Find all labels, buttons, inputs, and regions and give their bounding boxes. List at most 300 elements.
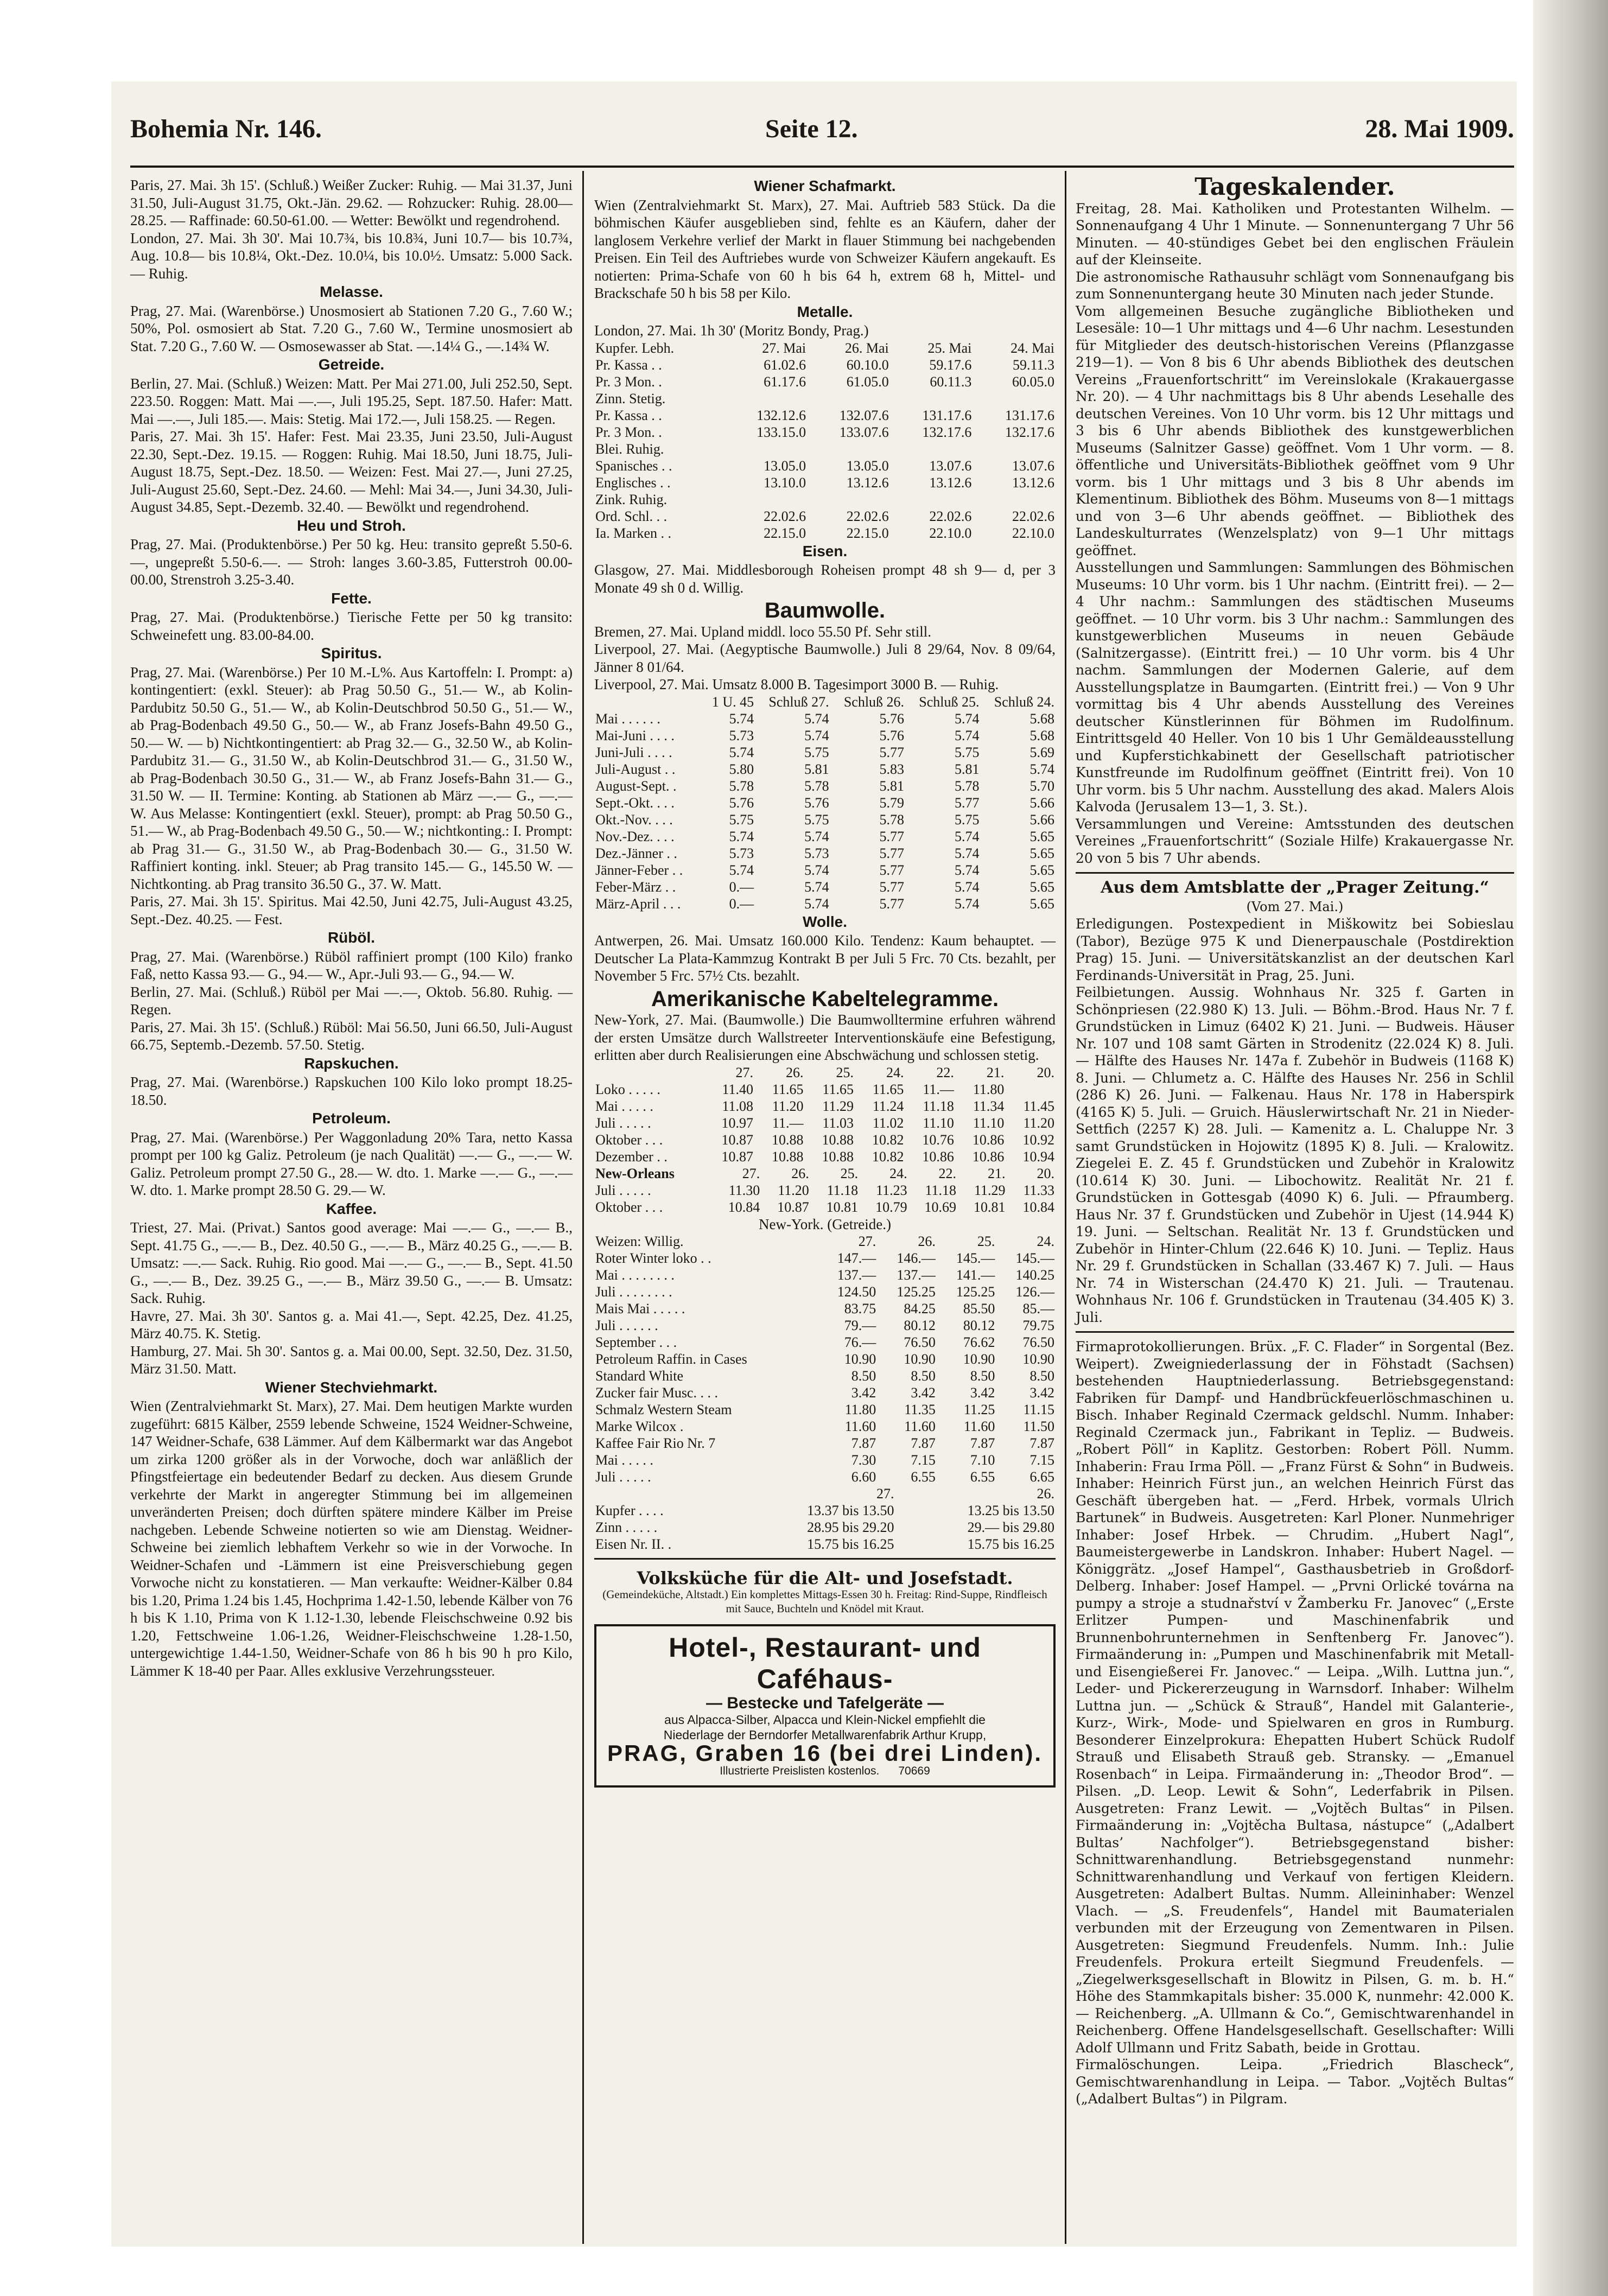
table-cell: 61.17.6 bbox=[764, 373, 806, 390]
table-cell: 11.02 bbox=[872, 1115, 904, 1131]
row-label: Mai . . . . . bbox=[595, 1452, 653, 1468]
table-cell: 25. Mai bbox=[927, 340, 972, 356]
table-cell: 11.50 bbox=[1023, 1419, 1054, 1434]
table-row bbox=[594, 1182, 1056, 1199]
table-cell: 11.80 bbox=[844, 1402, 876, 1417]
row-label: März-April . . . bbox=[595, 895, 681, 912]
table-cell: 11.25 bbox=[963, 1402, 995, 1417]
newyork-cotton-table bbox=[594, 1064, 1056, 1165]
table-cell: 10.86 bbox=[922, 1148, 954, 1165]
column-markets-left bbox=[130, 176, 573, 1680]
table-cell: 60.10.0 bbox=[846, 357, 889, 373]
table-row bbox=[594, 373, 1056, 390]
table-row bbox=[594, 710, 1056, 727]
table-cell: 11.23 bbox=[876, 1182, 907, 1198]
notice-text: (Gemeindeküche, Altstadt.) Ein komplettes Mittags-Essen 30 h. Freitag: Rind-Suppe, Rindfleisch mit Sauce, Buchteln und Knödel mit Kraut. bbox=[602, 1587, 1047, 1615]
row-label: Zinn. Stetig. bbox=[595, 390, 666, 406]
paragraph: Prag, 27. Mai. (Produktenbörse.) Per 50 kg. Heu: transito gepreßt 5.50-6.—, ungepreßt 5.50-6.—. — Stroh: langes 3.60-3.85, Futterstroh 00.00-00.00, Strenstroh 3.25-3.40. bbox=[130, 536, 573, 588]
paragraph: Prag, 27. Mai. (Warenbörse.) Per Waggonladung 20% Tara, netto Kassa prompt per 100 kg Galiz. Petroleum (je nach Qualität) —.— G., —.— W. Galiz. Petroleum prompt 27.50 G., 28.— W. dto. 1. Marke —.— G., —.— W. dto. 1. Marke prompt 28.50 G. 29.— W. bbox=[130, 1129, 573, 1198]
table-row bbox=[594, 895, 1056, 912]
paragraph: Erledigungen. Postexpedient in Miškowitz bei Sobieslau (Tabor), Bezüge 975 K und Dienerpauschale (Postdirektion Prag) 15. Juni. — Universitätskanzlist an der deutschen Karl Ferdinands-Universität in Prag, 25. Juni. bbox=[1076, 916, 1514, 983]
table-cell: 5.74 bbox=[804, 862, 829, 878]
paragraph: New-York, 27. Mai. (Baumwolle.) Die Baumwolltermine erfuhren während der ersten Umsätze durch Wallstreeter Interventionskäufe eine Befestigung, erlitten aber durch Realisierungen eine Abschwächung und schlossen stetig. bbox=[594, 1012, 1056, 1063]
table-cell: 11.65 bbox=[872, 1081, 904, 1097]
table-cell: 11.35 bbox=[904, 1402, 936, 1417]
table-header-cell: Schluß 24. bbox=[994, 694, 1054, 710]
section-heading: Heu und Stroh. bbox=[297, 517, 406, 534]
paragraph: Freitag, 28. Mai. Katholiken und Protestanten Wilhelm. — Sonnenaufgang 4 Uhr 1 Minute. — Sonnenuntergang 7 Uhr 56 Minuten. — 40-stündiges Gebet bei den englischen Fräulein auf der Kleinseite. bbox=[1076, 200, 1514, 268]
table-cell: 13.12.6 bbox=[929, 474, 972, 491]
table-cell: 5.76 bbox=[729, 794, 754, 811]
table-cell: 85.— bbox=[1022, 1301, 1054, 1316]
table-cell: 5.78 bbox=[804, 778, 829, 794]
table-row bbox=[594, 761, 1056, 778]
table-header-cell: 27. bbox=[742, 1165, 760, 1181]
paragraph: Paris, 27. Mai. 3h 15'. Spiritus. Mai 42.50, Juni 42.75, Juli-August 43.25, Sept.-Dez. 40.25. — Fest. bbox=[130, 893, 573, 927]
table-cell: 10.87 bbox=[777, 1199, 809, 1215]
table-cell: 11.65 bbox=[822, 1081, 854, 1097]
table-cell: 10.92 bbox=[1022, 1131, 1054, 1148]
paragraph: Bremen, 27. Mai. Upland middl. loco 55.50 Pf. Sehr still. bbox=[594, 623, 931, 640]
table-cell bbox=[724, 390, 808, 407]
table-row bbox=[594, 1384, 1056, 1401]
row-label: Dez.-Jänner . . bbox=[595, 845, 677, 861]
paragraph: Versammlungen und Vereine: Amtsstunden des deutschen Vereines „Frauenfortschritt“ (Soziale Hilfe) Krakauergasse Nr. 20 von 5 bis 7 Uhr abends. bbox=[1076, 816, 1514, 866]
table-cell: 11.18 bbox=[827, 1182, 859, 1198]
table-cell: 13.10.0 bbox=[764, 474, 806, 491]
table-cell: 5.74 bbox=[955, 727, 980, 743]
section-heading: Baumwolle. bbox=[764, 599, 886, 622]
table-cell: 11.24 bbox=[872, 1098, 904, 1114]
table-cell: 13.25 bis 13.50 bbox=[967, 1503, 1054, 1518]
table-cell: 6.65 bbox=[1029, 1469, 1054, 1485]
table-cell: 5.75 bbox=[729, 811, 754, 828]
table-cell: 5.75 bbox=[955, 811, 980, 828]
paragraph: Paris, 27. Mai. 3h 15'. Hafer: Fest. Mai 23.35, Juni 23.50, Juli-August 22.30, Sept.-Dez. 19.15. — Roggen: Ruhig. Mai 18.50, Juni 18.75, Juli-August 18.75, Sept.-Dez. 18.50. — Weizen: Fest. Mai 27.—, Juni 27.25, Juli-August 25.60, Sept.-Dez. 24.60. — Mehl: Mai 34.—, Juni 34.30, Juli-August 34.85, Sept.-Dezemb. 32.40. — Bewölkt und regendrohend. bbox=[130, 428, 573, 515]
row-label: Kupfer . . . . bbox=[595, 1503, 664, 1518]
ad-subtitle: — Bestecke und Tafelgeräte — bbox=[706, 1694, 944, 1712]
row-label: Blei. Ruhig. bbox=[595, 441, 664, 457]
table-row bbox=[594, 1233, 1056, 1250]
table-cell: 10.87 bbox=[721, 1131, 753, 1148]
table-cell: 5.77 bbox=[879, 895, 905, 912]
table-cell: 7.87 bbox=[970, 1435, 995, 1451]
paragraph: Hamburg, 27. Mai. 5h 30'. Santos g. a. Mai 00.00, Sept. 32.50, Dez. 31.50, März 31.50. Matt. bbox=[130, 1343, 573, 1377]
table-cell: 11.29 bbox=[974, 1182, 1006, 1198]
table-row bbox=[594, 1368, 1056, 1384]
table-cell: 10.79 bbox=[875, 1199, 907, 1215]
table-row bbox=[594, 1519, 1056, 1536]
table-cell: 5.74 bbox=[729, 710, 754, 727]
table-cell: 22.02.6 bbox=[1012, 508, 1054, 524]
paragraph: Prag, 27. Mai. (Produktenbörse.) Tierische Fette per 50 kg transito: Schweinefett ung. 83.00-84.00. bbox=[130, 609, 573, 643]
table-cell: 13.12.6 bbox=[1012, 474, 1054, 491]
table-cell bbox=[1005, 1081, 1056, 1098]
table-cell bbox=[973, 491, 1056, 508]
ad-text: Niederlage der Berndorfer Metallwarenfabrik Arthur Krupp, bbox=[663, 1728, 987, 1742]
table-cell: 11.65 bbox=[772, 1081, 804, 1097]
table-cell: 10.88 bbox=[771, 1148, 804, 1165]
row-label: Loko . . . . . bbox=[595, 1081, 660, 1097]
table-cell: 10.81 bbox=[973, 1199, 1006, 1215]
row-label: Oktober . . . bbox=[595, 1131, 663, 1148]
table-cell: 133.07.6 bbox=[839, 424, 889, 440]
table-row bbox=[594, 1098, 1056, 1115]
ad-text: aus Alpacca-Silber, Alpacca und Klein-Nickel empfiehlt die bbox=[664, 1713, 986, 1727]
notice-heading: Volksküche für die Alt- und Josefstadt. bbox=[637, 1568, 1013, 1588]
table-header-cell: 26. bbox=[1037, 1486, 1054, 1502]
page-number: Seite 12. bbox=[765, 115, 858, 143]
row-label: Standard White bbox=[595, 1368, 683, 1384]
table-cell: 137.— bbox=[837, 1267, 876, 1283]
column-divider bbox=[582, 171, 584, 2244]
table-cell bbox=[807, 441, 890, 457]
table-cell: 5.78 bbox=[955, 778, 980, 794]
row-label: Weizen: Willig. bbox=[595, 1233, 684, 1249]
table-cell: 76.50 bbox=[904, 1334, 936, 1350]
paragraph: Prag, 27. Mai. (Warenbörse.) Unosmosiert ab Stationen 7.20 G., 7.60 W.; 50%, Pol. osmosiert ab Stat. 7.20 G., 7.60 W., Termine unosmosiert ab Stat. 7.20 G., 7.60 W. — Osmosewasser ab Stat. —.14¼ G., —.14¾ W. bbox=[130, 302, 573, 354]
table-row bbox=[594, 525, 1056, 542]
table-cell: 10.90 bbox=[1022, 1351, 1054, 1367]
table-cell: 3.42 bbox=[911, 1385, 936, 1401]
paragraph: Wien (Zentralviehmarkt St. Marx), 27. Mai. Auftrieb 583 Stück. Da die böhmischen Käufer ausgeblieben sind, fehlte es an Käufern, daher der langlosem Verkehre verlief der Markt in flauer Stimmung bei nachgebenden Preisen. Ein Teil des Auftriebes wurde von Schweizer Käufern angekauft. Es notierten: Prima-Schafe von 60 h bis 64 h, extrem 68 h, Mittel- und Brackschafe 50 h bis 58 per Kilo. bbox=[594, 196, 1056, 301]
table-cell: 27. bbox=[858, 1233, 876, 1249]
table-cell: 5.70 bbox=[1029, 778, 1054, 794]
table-cell: 79.— bbox=[844, 1318, 876, 1333]
table-cell: 11.18 bbox=[923, 1098, 954, 1114]
table-header-cell bbox=[594, 1485, 735, 1502]
section-heading: Fette. bbox=[331, 589, 372, 607]
table-row bbox=[594, 1283, 1056, 1300]
row-label: Zinn . . . . . bbox=[595, 1519, 658, 1535]
table-row bbox=[594, 879, 1056, 895]
table-cell: 5.74 bbox=[955, 828, 980, 844]
table-cell: 76.62 bbox=[963, 1334, 995, 1350]
table-cell: 5.73 bbox=[804, 845, 829, 861]
row-label: Juli . . . . . bbox=[595, 1469, 651, 1485]
table-cell: 5.69 bbox=[1029, 744, 1054, 760]
table-cell: 11.30 bbox=[728, 1182, 760, 1198]
table-cell: 22.10.0 bbox=[1012, 525, 1054, 541]
table-cell: 125.25 bbox=[956, 1284, 995, 1300]
table-header-cell: 25. bbox=[836, 1064, 854, 1080]
table-cell: 5.66 bbox=[1029, 811, 1054, 828]
row-label: Juli . . . . . bbox=[595, 1115, 651, 1131]
table-cell: 11.33 bbox=[1023, 1182, 1054, 1198]
newyork-grain-table bbox=[594, 1233, 1056, 1485]
paragraph: Ausstellungen und Sammlungen: Sammlungen des Böhmischen Museums: 10 Uhr vorm. bis 1 Uhr nachm. (Eintritt frei). — 2—4 Uhr nachm.: Sammlungen des städtischen Museums geöffnet. — 10 Uhr vorm. bis 3 Uhr nachm.: Sammlungen des kunstgewerblichen Museums in neuen Gebäude (Salnitzergasse). (Eintritt frei.) — 10 Uhr vorm. bis 4 Uhr nachm. Sammlungen der Modernen Galerie, auf dem Ausstellungsplatze in Baumgarten. (Eintritt frei.) — Von 9 Uhr vormittag bis 4 Uhr abends Ausstellung des Vereines deutscher Künstlerinnen für Böhmen im Rudolfinum. Eintrittsgeld 40 Heller. Von 10 bis 1 Uhr Gemäldeausstellung und Kupferstichkabinett der Gesellschaft patriotischer Kunstfreunde im Rudolfinum geöffnet (Eintritt frei). Von 10 Uhr vorm. bis 5 Uhr nachm. Ausstellung des akad. Malers Alois Kalvoda (Jerusalem 13—1, 3. St.). bbox=[1076, 559, 1514, 815]
table-header-cell: Schluß 26. bbox=[843, 694, 905, 710]
section-heading: Kaffee. bbox=[326, 1200, 377, 1217]
row-label: Okt.-Nov. . . . bbox=[595, 811, 673, 828]
table-header-cell: 22. bbox=[938, 1165, 957, 1181]
paragraph: Feilbietungen. Aussig. Wohnhaus Nr. 325 f. Garten in Schönpriesen (22.980 K) 13. Juli. — Böhm.-Brod. Haus Nr. 7 f. Grundstücken in Limuz (6402 K) 21. Juni. — Budweis. Häuser Nr. 107 und 108 samt Gärten in Strodenitz (22.024 K) 8. Juli. — Hälfte des Hauses Nr. 147a f. Zubehör in Budweis (1168 K) 8. Juni. — Chlumetz a. C. Hälfte des Hauses Nr. 256 in Schlil (286 K) 26. Juni. — Falkenau. Haus Nr. 178 in Haberspirk (4165 K) 5. Juli. — Gruich. Häuslerwirtschaft Nr. 21 in Nieder-Settfich (2257 K) 28. Juli. — Kamenitz a. L. Chaluppe Nr. 3 samt Grundstücken in Hojowitz (1895 K) 8. Juli. — Kralowitz. Ziegelei E. Z. 45 f. Grundstücken und Zubehör in Kralowitz (10.614 K) 30. Juni. — Libochowitz. Realität Nr. 21 f. Grundstücken in Gottesgab (4090 K) 6. Juli. — Pfraumberg. Haus Nr. 37 f. Grundstücken und Zubehör in Ujest (14.944 K) 19. Juni. — Seltschan. Realität Nr. 13 f. Grundstücken und Zubehör in Hinter-Chlum (22.646 K) 10. Juni. — Tepliz. Haus Nr. 29 f. Grundstücken in Schallan (33.467 K) 7. Juli. — Haus Nr. 74 in Wisterschan (24.470 K) 21. Juli. — Trautenau. Wohnhaus Nr. 106 f. Grundstücken in Trautenau (34.405 K) 3. Juli. bbox=[1076, 984, 1514, 1325]
table-cell: 13.37 bis 13.50 bbox=[807, 1503, 894, 1518]
table-cell: 5.76 bbox=[879, 727, 905, 743]
row-label: Juli . . . . . . bbox=[595, 1318, 658, 1333]
row-label: Sept.-Okt. . . . bbox=[595, 794, 675, 811]
paragraph: Prag, 27. Mai. (Warenbörse.) Rapskuchen 100 Kilo loko prompt 18.25-18.50. bbox=[130, 1074, 573, 1108]
table-cell: 5.77 bbox=[879, 862, 905, 878]
table-cell: 15.75 bis 16.25 bbox=[807, 1536, 894, 1552]
table-cell bbox=[973, 441, 1056, 457]
paragraph: Berlin, 27. Mai. (Schluß.) Rüböl per Mai —.—, Oktob. 56.80. Ruhig. — Regen. bbox=[130, 983, 573, 1017]
table-cell: 5.80 bbox=[729, 761, 754, 777]
table-cell: 10.84 bbox=[728, 1199, 760, 1215]
table-cell: 5.78 bbox=[879, 811, 905, 828]
masthead-issue: Bohemia Nr. 146. bbox=[130, 115, 322, 143]
cotton-table bbox=[594, 694, 1056, 912]
issue-date: 28. Mai 1909. bbox=[1365, 115, 1514, 143]
table-row bbox=[594, 1351, 1056, 1368]
table-row bbox=[594, 441, 1056, 457]
table-row bbox=[594, 1081, 1056, 1098]
table-header-cell: 27. bbox=[876, 1486, 894, 1502]
table-row bbox=[594, 1435, 1056, 1452]
table-header-cell: 24. bbox=[886, 1064, 904, 1080]
row-label: Mai . . . . . . . . bbox=[595, 1267, 675, 1283]
section-heading: Amerikanische Kabeltelegramme. bbox=[651, 987, 999, 1011]
table-row bbox=[594, 1452, 1056, 1468]
row-label: Spanisches . . bbox=[595, 457, 672, 474]
table-cell: 10.86 bbox=[972, 1148, 1005, 1165]
column-markets-center bbox=[594, 176, 1056, 1788]
row-label: Ord. Schl. . . bbox=[595, 508, 668, 524]
section-heading: Wiener Schafmarkt. bbox=[754, 177, 896, 194]
section-heading: Rüböl. bbox=[327, 929, 376, 946]
row-label: Pr. 3 Mon. . bbox=[595, 373, 662, 390]
table-cell: 10.84 bbox=[1022, 1199, 1054, 1215]
section-heading: Melasse. bbox=[320, 283, 383, 300]
table-cell: 0.— bbox=[729, 895, 754, 912]
row-label: August-Sept. . bbox=[595, 778, 677, 794]
row-label: Zink. Ruhig. bbox=[595, 491, 668, 507]
paragraph: Berlin, 27. Mai. (Schluß.) Weizen: Matt. Per Mai 271.00, Juli 252.50, Sept. 223.50. Roggen: Matt. Mai —.—, Juli 195.25, Sept. 187.50. Hafer: Matt. Mai —.—, Juli 185.—. Mais: Stetig. Mai 172.—, Juli 158.25. — Regen. bbox=[130, 375, 573, 427]
paragraph: Prag, 27. Mai. (Warenbörse.) Rüböl raffiniert prompt (100 Kilo) franko Faß, netto Kassa 93.— G., 94.— W., Apr.-Juli 93.— G., 94.— W. bbox=[130, 948, 573, 982]
table-cell: 5.65 bbox=[1029, 895, 1054, 912]
row-label: Englisches . . bbox=[595, 474, 671, 491]
table-cell: 5.77 bbox=[879, 845, 905, 861]
row-label: Petroleum Raffin. in Cases bbox=[595, 1351, 747, 1367]
row-label: Juli . . . . . . . . bbox=[595, 1284, 672, 1300]
table-cell: 5.74 bbox=[1029, 761, 1054, 777]
paragraph: Vom allgemeinen Besuche zugängliche Bibliotheken und Lesesäle: 10—1 Uhr mittags und 4—6 Uhr nachm. Lesestunden für Mitglieder des deutsch-historischen Vereins (Pflanzgasse 219—1). — Von 8 bis 6 Uhr abends Bibliothek des deutschen Vereins „Frauenfortschritt“ im Vereinslokale (Krakauergasse Nr. 20). — 4 Uhr nachmittags bis 8 Uhr abends Lesehalle des deutschen Vereines. Von 10 Uhr vorm. bis 12 Uhr mittags und 3 bis 6 Uhr abends Bibliothek des kunstgewerblichen Museums (Salnitzer Gasse) geöffnet. Vom 1 Uhr vorm. — 8. öffentliche und Universitäts-Bibliothek geöffnet vom 9 Uhr vorm. bis 1 Uhr mittags und 3 bis 8 Uhr abends im Klementinum. Bibliothek des Böhm. Museums von 8—1 mittags und von 3—6 Uhr abends geöffnet. — Bibliothek des Landeskulturrates (Wenzelsplatz) von 9—1 Uhr mittags geöffnet. bbox=[1076, 303, 1514, 558]
table-row bbox=[594, 862, 1056, 879]
table-cell: 5.68 bbox=[1029, 727, 1054, 743]
paragraph: London, 27. Mai. 3h 30'. Mai 10.7¾, bis 10.8¾, Juni 10.7— bis 10.7¾, Aug. 10.8— bis 10.8¼, Okt.-Dez. 10.0¼, bis 10.0½. Umsatz: 5.000 Sack. — Ruhig. bbox=[130, 230, 573, 282]
section-heading: Getreide. bbox=[318, 356, 385, 373]
table-cell: 8.50 bbox=[851, 1368, 876, 1384]
table-cell: 24. bbox=[1037, 1233, 1054, 1249]
table-header-cell: New-Orleans bbox=[595, 1165, 675, 1181]
table-cell: 131.17.6 bbox=[1005, 407, 1054, 423]
table-cell: 147.— bbox=[837, 1250, 876, 1266]
section-subheading: (Vom 27. Mai.) bbox=[1246, 899, 1344, 914]
table-header-row bbox=[594, 1485, 1056, 1502]
section-heading: Rapskuchen. bbox=[304, 1054, 399, 1072]
table-cell: 5.78 bbox=[729, 778, 754, 794]
table-cell: 3.42 bbox=[1029, 1385, 1054, 1401]
table-row bbox=[594, 1334, 1056, 1351]
table-row bbox=[594, 1131, 1056, 1148]
table-cell: 10.86 bbox=[972, 1131, 1005, 1148]
table-cell: 10.88 bbox=[822, 1148, 854, 1165]
table-row bbox=[594, 1468, 1056, 1485]
table-cell: 5.76 bbox=[804, 794, 829, 811]
table-cell bbox=[973, 390, 1056, 407]
table-cell: 11.03 bbox=[822, 1115, 854, 1131]
advertisement-box bbox=[594, 1624, 1056, 1788]
table-cell: 131.17.6 bbox=[922, 407, 972, 423]
row-label: Pr. 3 Mon. . bbox=[595, 424, 662, 440]
table-row bbox=[594, 1267, 1056, 1283]
table-cell bbox=[807, 491, 890, 508]
table-row bbox=[594, 845, 1056, 862]
table-cell: 25. bbox=[977, 1233, 995, 1249]
paragraph: Die astronomische Rathausuhr schlägt vom Sonnenaufgang bis zum Sonnenuntergang heute 30 Minuten nach jeder Stunde. bbox=[1076, 269, 1514, 302]
table-cell: 5.75 bbox=[955, 744, 980, 760]
table-cell: 26. Mai bbox=[844, 340, 889, 356]
table-cell: 10.90 bbox=[904, 1351, 936, 1367]
table-cell: 59.17.6 bbox=[929, 357, 972, 373]
table-cell: 8.50 bbox=[911, 1368, 936, 1384]
row-label: Zucker fair Musc. . . . bbox=[595, 1385, 718, 1401]
table-row bbox=[594, 1148, 1056, 1165]
table-cell: 132.17.6 bbox=[922, 424, 972, 440]
section-heading: Aus dem Amtsblatte der „Prager Zeitung.“ bbox=[1101, 878, 1489, 897]
table-cell: 6.55 bbox=[911, 1469, 936, 1485]
table-cell: 6.60 bbox=[851, 1469, 876, 1485]
table-cell: 27. Mai bbox=[762, 340, 806, 356]
page-header bbox=[130, 114, 1514, 152]
table-row bbox=[594, 1536, 1056, 1553]
section-heading: Wiener Stechviehmarkt. bbox=[265, 1378, 438, 1396]
table-cell: 5.73 bbox=[729, 845, 754, 861]
table-cell: 11.10 bbox=[923, 1115, 954, 1131]
table-cell: 5.65 bbox=[1029, 845, 1054, 861]
table-cell: 140.25 bbox=[1015, 1267, 1054, 1283]
table-cell: 7.87 bbox=[911, 1435, 936, 1451]
paragraph: Glasgow, 27. Mai. Middlesborough Roheisen prompt 48 sh 9— d, per 3 Monate 49 sh 0 d. Willig. bbox=[594, 562, 1056, 596]
table-cell: 5.74 bbox=[804, 828, 829, 844]
table-row bbox=[594, 424, 1056, 441]
table-cell: 0.— bbox=[729, 879, 754, 895]
table-cell: 76.— bbox=[844, 1334, 876, 1350]
table-cell: 10.69 bbox=[924, 1199, 957, 1215]
table-cell: 5.66 bbox=[1029, 794, 1054, 811]
table-cell: 5.74 bbox=[955, 710, 980, 727]
table-cell: 5.74 bbox=[804, 710, 829, 727]
table-cell: 11.20 bbox=[1023, 1115, 1054, 1131]
table-cell: 5.83 bbox=[879, 761, 905, 777]
row-label: Kaffee Fair Rio Nr. 7 bbox=[595, 1435, 716, 1451]
table-header-cell: 24. bbox=[889, 1165, 907, 1181]
page-edge-shadow bbox=[1533, 0, 1608, 2296]
table-row bbox=[594, 407, 1056, 424]
table-row bbox=[594, 340, 1056, 357]
table-header-cell: 26. bbox=[791, 1165, 809, 1181]
table-row bbox=[594, 390, 1056, 407]
table-cell: 13.12.6 bbox=[846, 474, 889, 491]
row-label: Mais Mai . . . . . bbox=[595, 1301, 685, 1316]
table-cell: 3.42 bbox=[851, 1385, 876, 1401]
table-cell: 10.90 bbox=[963, 1351, 995, 1367]
table-cell: 84.25 bbox=[904, 1301, 936, 1316]
row-label: Juni-Juli . . . . bbox=[595, 744, 672, 760]
table-row bbox=[594, 727, 1056, 744]
header-rule bbox=[130, 166, 1514, 168]
section-heading: Metalle. bbox=[797, 303, 853, 320]
section-heading: Spiritus. bbox=[321, 645, 382, 662]
table-header-cell: 26. bbox=[785, 1064, 804, 1080]
table-row bbox=[594, 457, 1056, 474]
table-cell: 59.11.3 bbox=[1012, 357, 1054, 373]
table-header-cell: 21. bbox=[986, 1064, 1005, 1080]
table-cell: 5.75 bbox=[804, 744, 829, 760]
table-cell: 28.95 bis 29.20 bbox=[807, 1519, 894, 1535]
table-cell: 125.25 bbox=[897, 1284, 936, 1300]
table-cell: 11.60 bbox=[844, 1419, 876, 1434]
table-cell: 5.81 bbox=[879, 778, 905, 794]
row-label: Feber-März . . bbox=[595, 879, 676, 895]
paragraph: Firmalöschungen. Leipa. „Friedrich Blascheck“, Gemischtwarenhandlung in Leipa. — Tabor. „Vojtěch Bultas“ („Adalbert Bultas“) in Pilgram. bbox=[1076, 2057, 1514, 2107]
table-cell: 80.12 bbox=[963, 1318, 995, 1333]
table-cell bbox=[724, 441, 808, 457]
paragraph: Paris, 27. Mai. 3h 15'. (Schluß.) Weißer Zucker: Ruhig. — Mai 31.37, Juni 31.50, Juli-August 31.75, Okt.-Jän. 29.62. — Rohzucker: Ruhig. 28.00—28.25. — Raffinade: 60.50-61.00. — Wetter: Bewölkt und regendrohend. bbox=[130, 177, 573, 228]
table-header-cell: 22. bbox=[936, 1064, 954, 1080]
table-cell: 5.74 bbox=[804, 879, 829, 895]
table-cell: 10.94 bbox=[1022, 1148, 1054, 1165]
table-cell: 24. Mai bbox=[1010, 340, 1054, 356]
row-label: Jänner-Feber . . bbox=[595, 862, 683, 878]
table-cell: 10.76 bbox=[922, 1131, 954, 1148]
table-cell: 5.65 bbox=[1029, 862, 1054, 878]
table-row bbox=[594, 491, 1056, 508]
table-cell: 5.65 bbox=[1029, 879, 1054, 895]
table-cell: 10.88 bbox=[771, 1131, 804, 1148]
table-header-cell: 20. bbox=[1037, 1064, 1054, 1080]
table-cell: 11.— bbox=[923, 1081, 954, 1097]
table-cell: 13.07.6 bbox=[1012, 457, 1054, 474]
table-cell: 5.77 bbox=[879, 828, 905, 844]
table-cell bbox=[724, 491, 808, 508]
table-row bbox=[594, 1401, 1056, 1418]
row-label: Nov.-Dez. . . . bbox=[595, 828, 675, 844]
table-cell: 10.87 bbox=[721, 1148, 753, 1165]
table-cell: 22.10.0 bbox=[929, 525, 972, 541]
table-cell: 13.07.6 bbox=[929, 457, 972, 474]
table-cell: 5.81 bbox=[955, 761, 980, 777]
table-cell: 7.15 bbox=[911, 1452, 936, 1468]
divider bbox=[1076, 872, 1514, 874]
table-header-cell bbox=[594, 694, 702, 710]
table-cell: 137.— bbox=[897, 1267, 936, 1283]
table-row bbox=[594, 778, 1056, 794]
table-caption: New-York. (Getreide.) bbox=[759, 1216, 891, 1232]
paragraph: Paris, 27. Mai. 3h 15'. (Schluß.) Rüböl: Mai 56.50, Juni 66.50, Juli-August 66.75, Septemb.-Dezemb. 57.50. Stetig. bbox=[130, 1019, 573, 1053]
table-cell: 5.79 bbox=[879, 794, 905, 811]
table-cell: 132.07.6 bbox=[839, 407, 889, 423]
table-cell: 10.97 bbox=[721, 1115, 753, 1131]
row-label: Juli . . . . . bbox=[595, 1182, 651, 1198]
section-heading: Tageskalender. bbox=[1194, 173, 1395, 201]
table-cell: 11.20 bbox=[778, 1182, 809, 1198]
table-cell: 11.34 bbox=[973, 1098, 1005, 1114]
table-cell: 83.75 bbox=[844, 1301, 876, 1316]
ad-address: PRAG, Graben 16 (bei drei Linden). bbox=[607, 1740, 1043, 1766]
table-cell: 26. bbox=[918, 1233, 936, 1249]
table-cell: 76.50 bbox=[1022, 1334, 1054, 1350]
